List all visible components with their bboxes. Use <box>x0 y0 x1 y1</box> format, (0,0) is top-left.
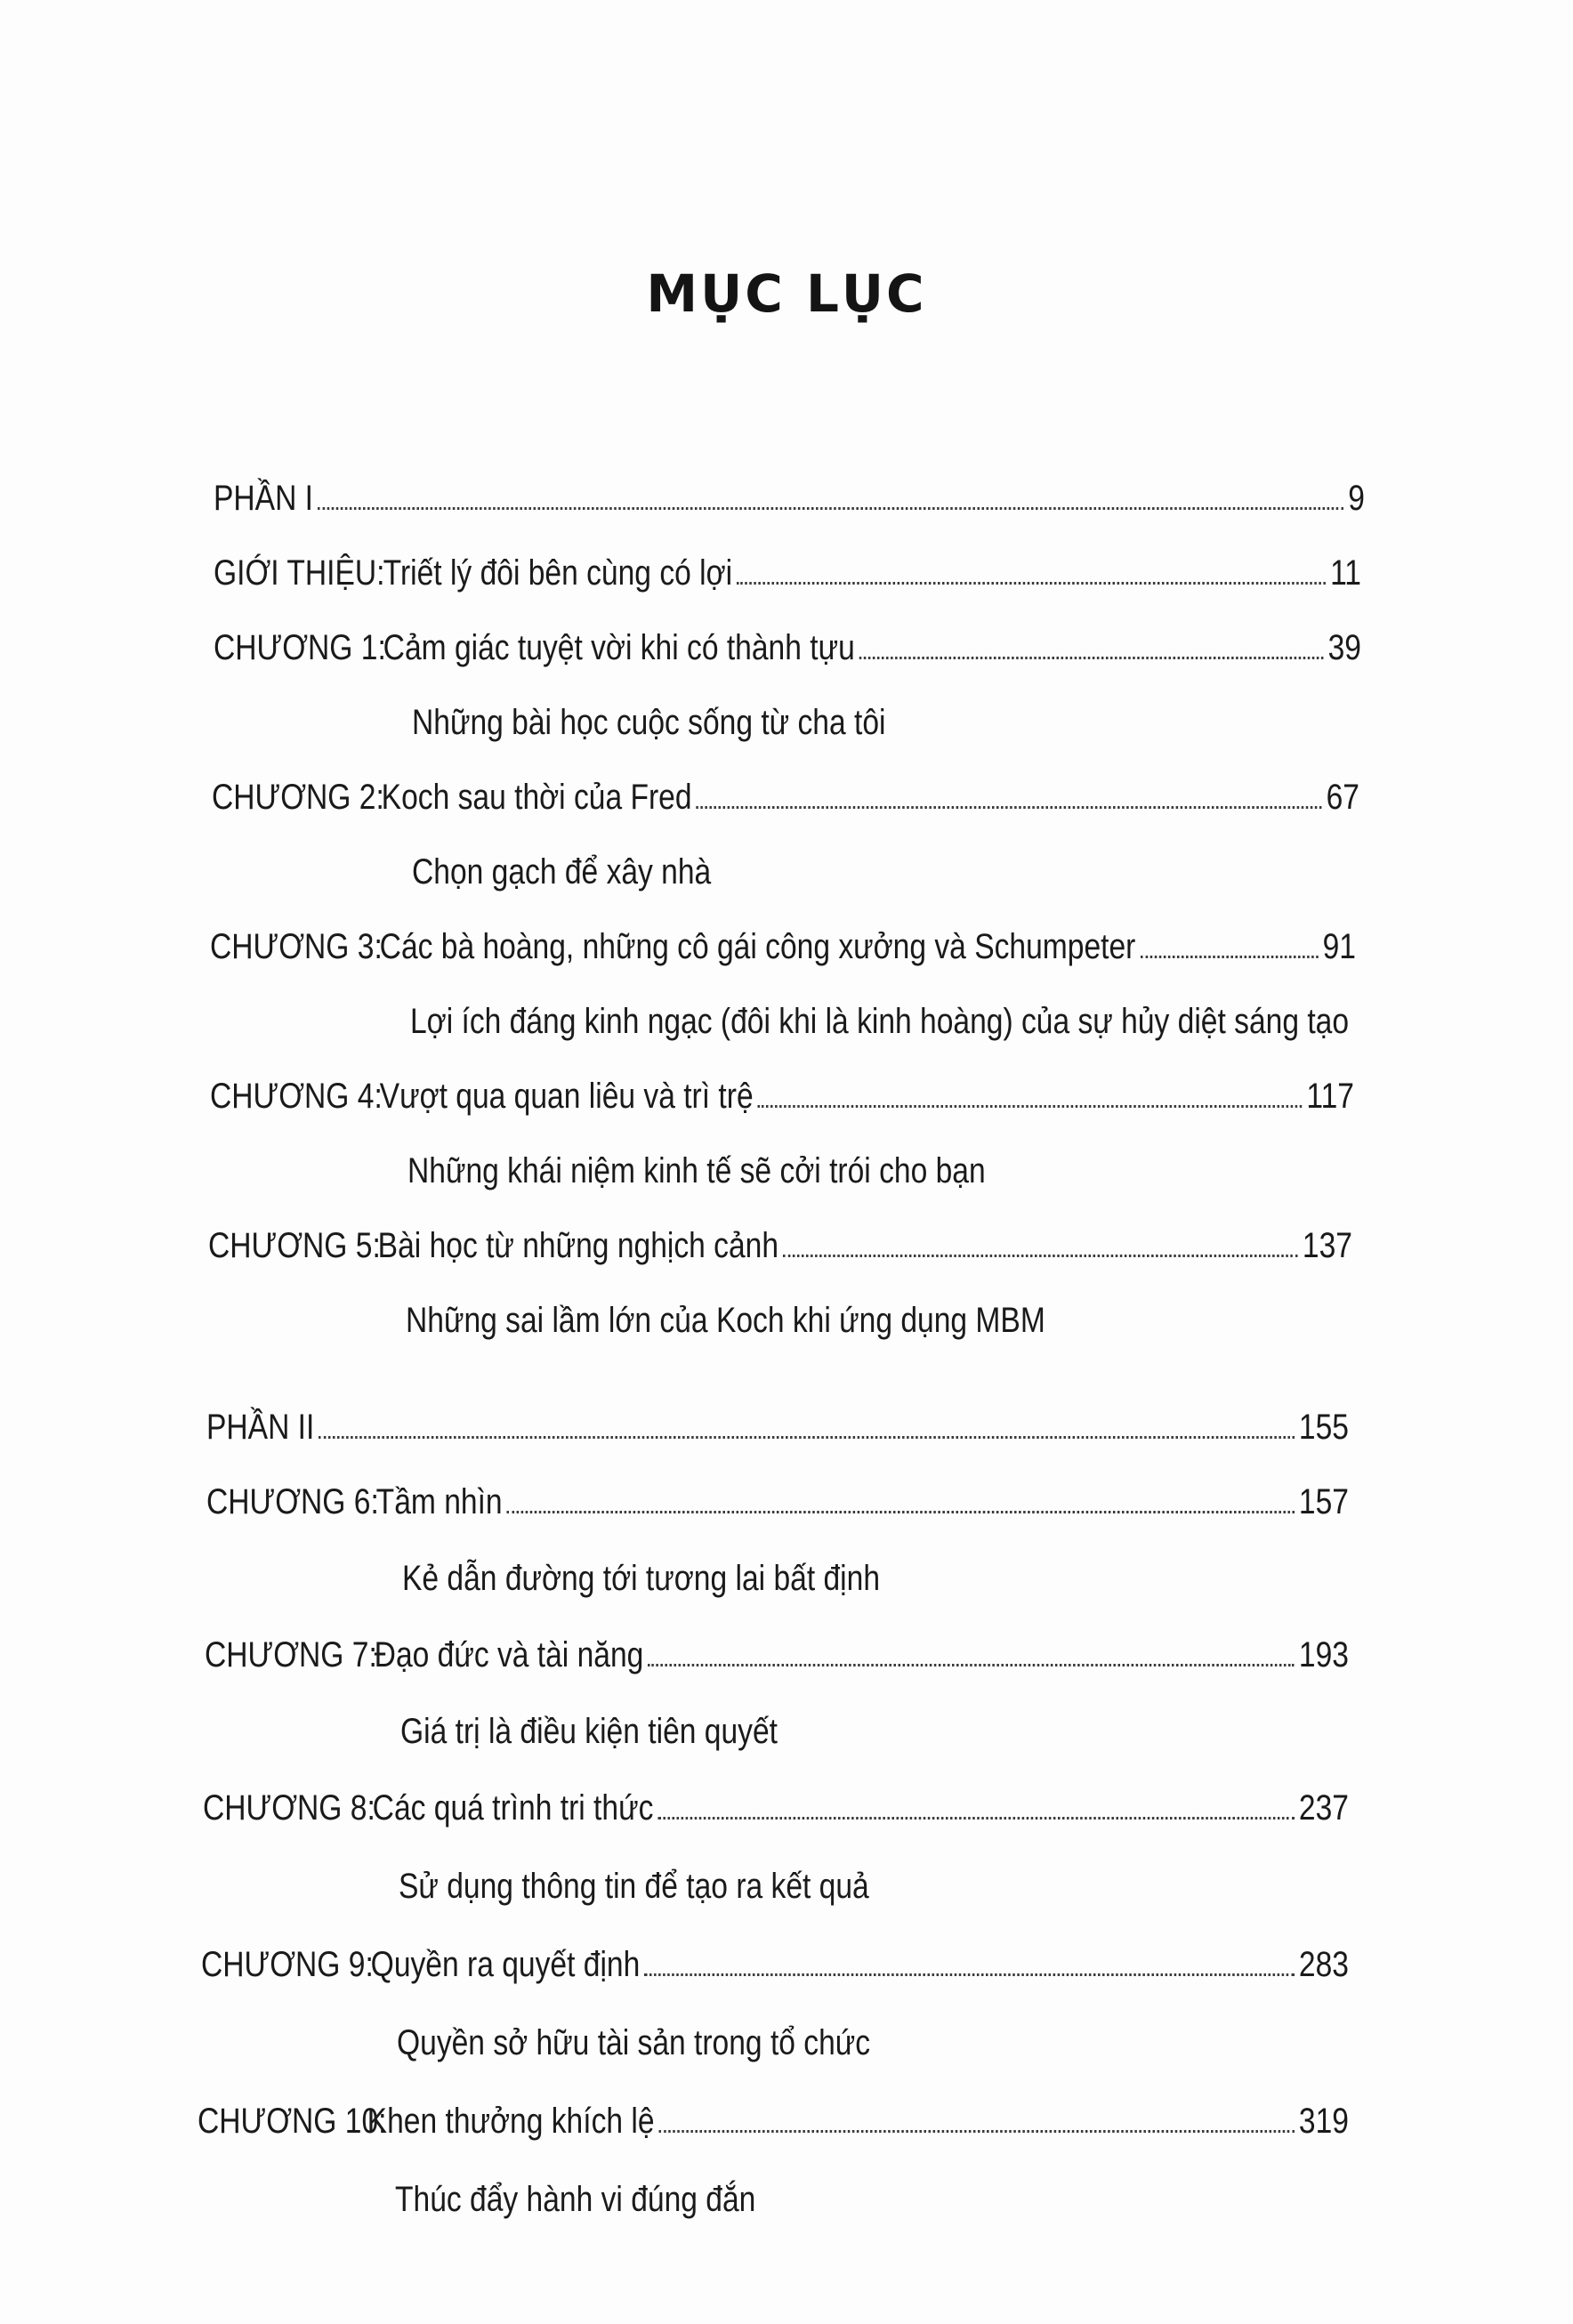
dot-leader <box>644 1973 1295 1976</box>
chapter-subtitle: Giá trị là điều kiện tiên quyết <box>400 1712 778 1751</box>
dot-leader <box>657 1817 1294 1820</box>
chapter-subtitle: Những khái niệm kinh tế sẽ cởi trói cho bạn <box>407 1151 986 1190</box>
chapter-label: CHƯƠNG 3: <box>210 927 383 966</box>
page-number: 137 <box>1302 1226 1352 1265</box>
dot-leader <box>507 1511 1295 1513</box>
part-label: PHẦN II <box>206 1408 315 1447</box>
toc-chapter-8 <box>203 1788 1349 1828</box>
chapter-title: Quyền ra quyết định <box>370 1945 641 1984</box>
chapter-subtitle: Những bài học cuộc sống từ cha tôi <box>412 703 886 742</box>
toc-chapter-2 <box>212 778 1359 818</box>
chapter-title: Vượt qua quan liêu và trì trệ <box>379 1077 754 1116</box>
chapter-subtitle: Chọn gạch để xây nhà <box>412 852 712 892</box>
page-number: 237 <box>1298 1788 1349 1828</box>
page-number: 319 <box>1298 2102 1349 2141</box>
dot-leader <box>697 806 1322 809</box>
dot-leader <box>648 1664 1294 1666</box>
page-number: 157 <box>1298 1482 1349 1521</box>
chapter-label: CHƯƠNG 7: <box>205 1635 377 1674</box>
chapter-title: Triết lý đôi bên cùng có lợi <box>383 553 733 593</box>
chapter-label: GIỚI THIỆU: <box>214 553 385 593</box>
chapter-subtitle: Thúc đẩy hành vi đúng đắn <box>395 2180 756 2219</box>
chapter-title: Các quá trình tri thức <box>372 1788 654 1828</box>
toc-chapter-9 <box>201 1945 1349 1985</box>
chapter-label: CHƯƠNG 2: <box>212 778 384 817</box>
page-number: 39 <box>1327 628 1361 667</box>
toc-chapter-10 <box>198 2102 1349 2142</box>
chapter-label: CHƯƠNG 8: <box>203 1788 375 1828</box>
toc-chapter-7 <box>205 1635 1349 1675</box>
chapter-label: CHƯƠNG 9: <box>201 1945 374 1984</box>
dot-leader <box>737 582 1326 585</box>
page-number: 11 <box>1330 553 1361 593</box>
chapter-title: Các bà hoàng, những cô gái công xưởng và Schumpeter <box>379 927 1136 966</box>
page-title: MỤC LỤC <box>646 263 927 324</box>
chapter-subtitle: Quyền sở hữu tài sản trong tổ chức <box>397 2023 871 2062</box>
chapter-subtitle: Sử dụng thông tin để tạo ra kết quả <box>399 1867 869 1906</box>
chapter-title: Cảm giác tuyệt vời khi có thành tựu <box>383 628 855 667</box>
dot-leader <box>319 1436 1294 1439</box>
page-number: 117 <box>1306 1077 1354 1116</box>
toc-chapter-3 <box>210 927 1356 967</box>
chapter-label: CHƯƠNG 5: <box>208 1226 381 1265</box>
toc-part-2 <box>206 1408 1349 1448</box>
toc-chapter-5 <box>208 1226 1352 1266</box>
chapter-label: CHƯƠNG 4: <box>210 1077 383 1116</box>
toc-chapter-4 <box>210 1077 1354 1117</box>
toc-intro <box>214 553 1361 593</box>
page-number: 193 <box>1298 1635 1349 1674</box>
chapter-subtitle: Lợi ích đáng kinh ngạc (đôi khi là kinh hoàng) của sự hủy diệt sáng tạo <box>410 1002 1350 1041</box>
page-number: 91 <box>1322 927 1356 966</box>
chapter-label: CHƯƠNG 1: <box>214 628 386 667</box>
dot-leader <box>758 1105 1303 1108</box>
dot-leader <box>1140 956 1318 958</box>
toc-chapter-1 <box>214 628 1361 668</box>
dot-leader <box>318 507 1343 510</box>
page-number: 9 <box>1348 479 1365 518</box>
toc-part-1 <box>214 479 1365 519</box>
page-number: 283 <box>1298 1945 1349 1984</box>
page-number: 155 <box>1298 1408 1349 1447</box>
toc-chapter-6 <box>206 1482 1349 1522</box>
chapter-title: Koch sau thời của Fred <box>381 778 692 817</box>
part-label: PHẦN I <box>214 479 314 518</box>
page-number: 67 <box>1326 778 1359 817</box>
chapter-subtitle: Những sai lầm lớn của Koch khi ứng dụng MBM <box>406 1301 1045 1340</box>
chapter-subtitle: Kẻ dẫn đường tới tương lai bất định <box>402 1559 881 1598</box>
chapter-title: Tầm nhìn <box>375 1482 503 1521</box>
chapter-title: Bài học từ những nghịch cảnh <box>377 1226 779 1265</box>
chapter-label: CHƯƠNG 6: <box>206 1482 379 1521</box>
chapter-title: Khen thưởng khích lệ <box>367 2102 655 2141</box>
chapter-title: Đạo đức và tài năng <box>374 1635 644 1674</box>
dot-leader <box>659 2130 1295 2133</box>
dot-leader <box>859 657 1324 659</box>
dot-leader <box>783 1255 1298 1257</box>
chapter-label: CHƯƠNG 10: <box>198 2102 387 2141</box>
